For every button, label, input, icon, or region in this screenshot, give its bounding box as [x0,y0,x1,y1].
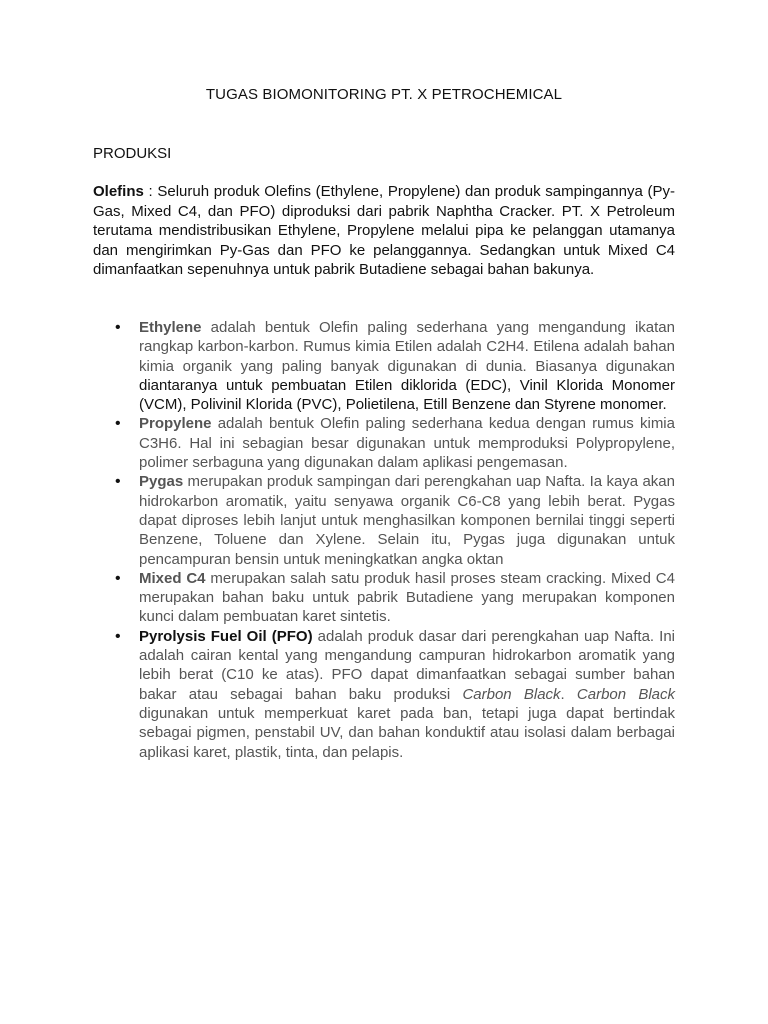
document-title: TUGAS BIOMONITORING PT. X PETROCHEMICAL [205,86,563,103]
bullet-italic-term: Carbon Black [462,685,561,703]
bullet-term: Propylene [139,415,212,433]
bullet-term: Pyrolysis Fuel Oil (PFO) [139,627,313,645]
bullet-text-continued: diantaranya untuk pembuatan Etilen diklorida (EDC), Vinil Klorida Monomer (VCM), Polivinil Klorida (PVC), Polietilena, Etill Benzene dan Styrene monomer. [139,376,675,414]
bullet-term: Pygas [139,473,184,491]
intro-text: : Seluruh produk Olefins (Ethylene, Propylene) dan produk sampingannya (Py-Gas, Mixed C4, dan PFO) diproduksi dari pabrik Naphtha Cracker. PT. X Petroleum terutama mendistribusikan Ethylene, Propylene melalui pipa ke pelanggan utamanya dan mengirimkan Py-Gas dan PFO ke pelanggannya. Sedangkan untuk Mixed C4 dimanfaatkan sepenuhnya untuk pabrik Butadiene sebagai bahan bakunya. [93,183,675,279]
bullet-text: merupakan salah satu produk hasil proses steam cracking. Mixed C4 merupakan bahan baku untuk pabrik Butadiene yang merupakan komponen kunci dalam pembuatan karet sintetis. [139,569,675,626]
bullet-term: Ethylene [139,319,202,336]
bullet-italic-term: Carbon Black [576,685,676,703]
bullet-pygas [139,472,675,568]
intro-paragraph [93,182,675,280]
bullet-separator: . [560,685,577,703]
bullet-pfo [139,627,675,762]
product-bullet-list [139,318,675,762]
bullet-term: Mixed C4 [139,569,206,587]
bullet-mixed-c4 [139,569,675,627]
bullet-text: adalah bentuk Olefin paling sederhana kedua dengan rumus kimia C3H6. Hal ini sebagian besar digunakan untuk memproduksi Polypropylene, polimer serbaguna yang digunakan dalam aplikasi pengemasan. [139,415,675,472]
bullet-text: merupakan produk sampingan dari perengkahan uap Nafta. Ia kaya akan hidrokarbon aromatik, yaitu senyawa organik C6-C8 yang lebih berat. Pygas dapat diproses lebih lanjut untuk menghasilkan komponen bernilai tinggi seperti Benzene, Toluene dan Xylene. Selain itu, Pygas juga digunakan untuk pencampuran bensin untuk meningkatkan angka oktan [139,473,675,568]
bullet-text: adalah produk dasar dari perengkahan uap Nafta. Ini adalah cairan kental yang mengandung campuran hidrokarbon aromatik yang lebih berat (C10 ke atas). PFO dapat dimanfaatkan sebagai sumber bahan bakar atau sebagai bahan baku produksi [139,627,676,703]
section-heading: PRODUKSI [93,145,172,162]
bullet-text-continued: digunakan untuk memperkuat karet pada ban, tetapi juga dapat bertindak sebagai pigmen, penstabil UV, dan bahan konduktif atau isolasi dalam berbagai aplikasi karet, plastik, tinta, dan pelapis. [139,704,675,761]
bullet-propylene [139,414,675,472]
intro-term: Olefins [93,183,144,200]
bullet-ethylene [139,318,675,414]
bullet-text: adalah bentuk Olefin paling sederhana yang mengandung ikatan rangkap karbon-karbon. Rumus kimia Etilen adalah C2H4. Etilena adalah bahan kimia organik yang paling banyak digunakan di dunia. Biasanya digunakan [139,319,675,375]
